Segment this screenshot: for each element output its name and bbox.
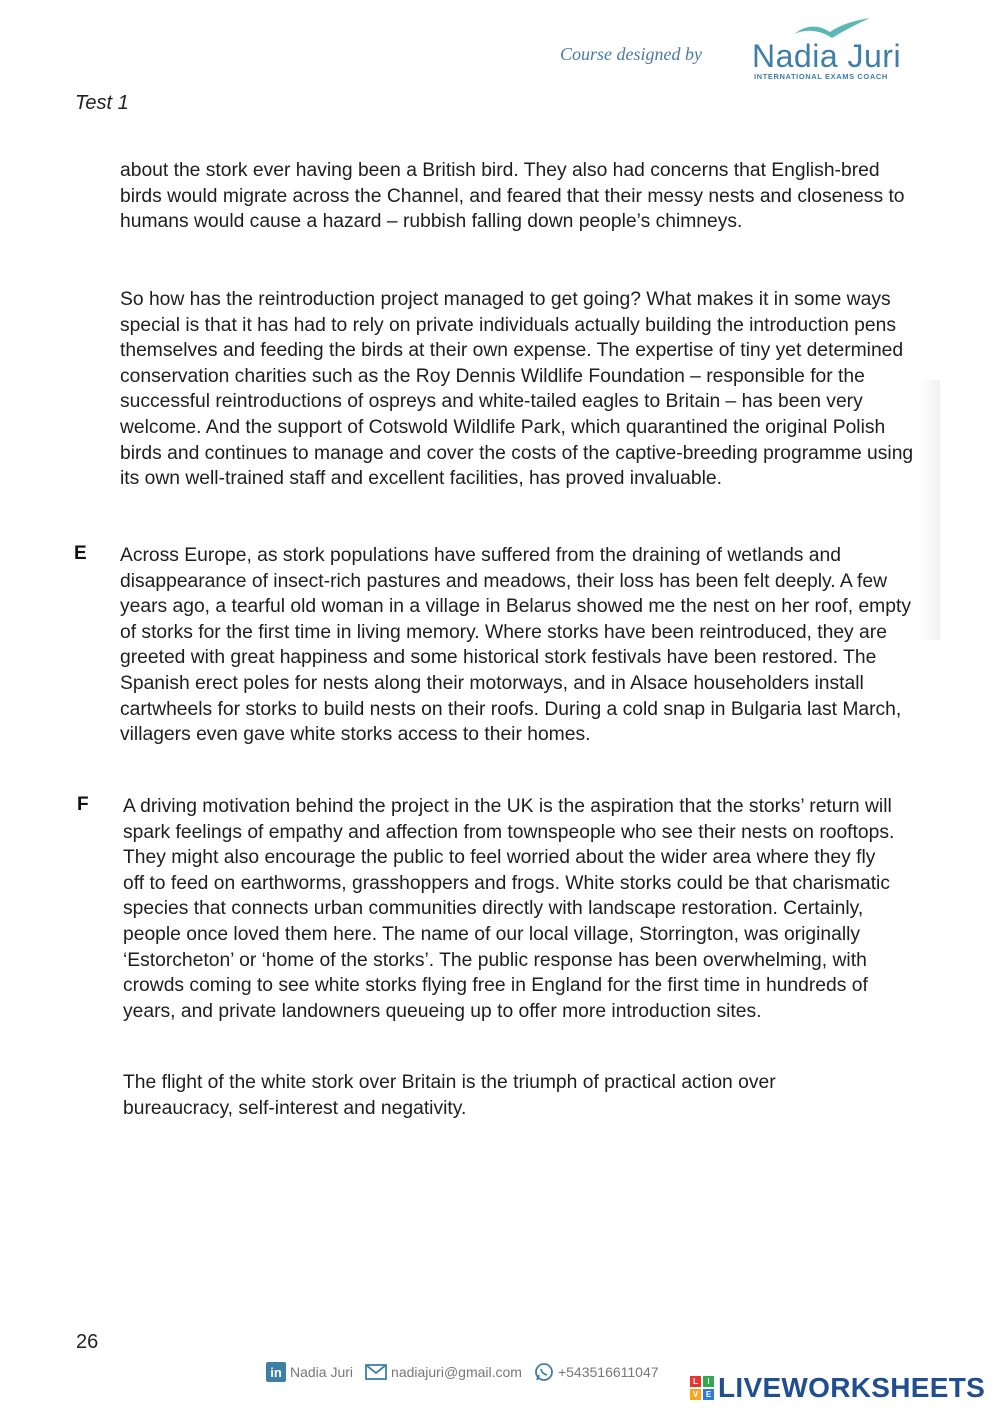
brand-block: E (703, 1389, 714, 1400)
linkedin-icon: in (266, 1362, 286, 1382)
brand-block: I (703, 1376, 714, 1387)
page-edge-shadow (920, 380, 940, 640)
email-address: nadiajuri@gmail.com (391, 1364, 522, 1380)
mail-icon (365, 1364, 387, 1380)
linkedin-name: Nadia Juri (290, 1364, 354, 1380)
footer-linkedin[interactable] (266, 1362, 353, 1382)
contact-footer (266, 1358, 665, 1386)
logo-name: Nadia Juri (752, 38, 902, 74)
whatsapp-icon (534, 1362, 554, 1382)
course-credit: Course designed by (560, 44, 702, 64)
bird-logo-icon (792, 16, 872, 40)
phone-number: +543516611047 (557, 1364, 659, 1380)
footer-whatsapp[interactable] (534, 1362, 659, 1382)
liveworksheets-wordmark: LIVEWORKSHEETS (718, 1372, 986, 1403)
liveworksheets-logo-icon (690, 1376, 714, 1400)
section-letter-f: F (77, 794, 89, 815)
liveworksheets-brand[interactable] (690, 1370, 985, 1406)
paragraph-section-e: Across Europe, as stork populations have suffered from the draining of wetlands and disappearance of insect-rich pastures and meadows, their loss has been felt deeply. A few years ago, a tearful old woman in a village in Belarus showed me the nest on her roof, empty of storks for the first time in living memory. Where storks have been reintroduced, they are greeted with great happiness and some historical stork festivals have been restored. The Spanish erect poles for nests along their motorways, and in Alsace householders install cartwheels for storks to build nests on their roofs. During a cold snap in Bulgaria last March, villagers even gave white storks access to their homes. (120, 545, 911, 746)
logo-subtitle: INTERNATIONAL EXAMS COACH (754, 72, 888, 81)
paragraph-closing: The flight of the white stork over Britain is the triumph of practical action over bureaucracy, self-interest and negativity. (123, 1072, 776, 1119)
nadia-juri-logo (752, 16, 912, 86)
test-label: Test 1 (75, 92, 129, 114)
brand-block: L (690, 1376, 701, 1387)
brand-block: V (690, 1389, 701, 1400)
paragraph-continuation: about the stork ever having been a British bird. They also had concerns that English-bred birds would migrate across the Channel, and feared that their messy nests and closeness to humans would cause a hazard – rubbish falling down people’s chimneys. (120, 160, 905, 233)
section-letter-e: E (74, 543, 87, 564)
page-number: 26 (76, 1331, 99, 1353)
footer-email[interactable] (365, 1364, 522, 1380)
paragraph-reintroduction: So how has the reintroduction project managed to get going? What makes it in some ways special is that it has had to rely on private individuals actually building the introduction pens themselves and feeding the birds at their own expense. The expertise of tiny yet determined conservation charities such as the Roy Dennis Wildlife Foundation – responsible for the successful reintroductions of ospreys and white-tailed eagles to Britain – has been very welcome. And the support of Cotswold Wildlife Park, which quarantined the original Polish birds and continues to manage and cover the costs of the captive-breeding programme using its own well-trained staff and excellent facilities, has proved invaluable. (120, 289, 914, 490)
paragraph-section-f: A driving motivation behind the project in the UK is the aspiration that the storks’ return will spark feelings of empathy and affection from townspeople who see their nests on rooftops. They might also encourage the public to feel worried about the wider area where they fly off to feed on earthworms, grasshoppers and frogs. White storks could be that charismatic species that connects urban communities directly with landscape restoration. Certainly, people once loved them here. The name of our local village, Storrington, was originally ‘Estorcheton’ or ‘home of the storks’. The public response has been overwhelming, with crowds coming to see white storks flying free in England for the first time in hundreds of years, and private landowners queueing up to offer more introduction sites. (123, 796, 895, 1022)
